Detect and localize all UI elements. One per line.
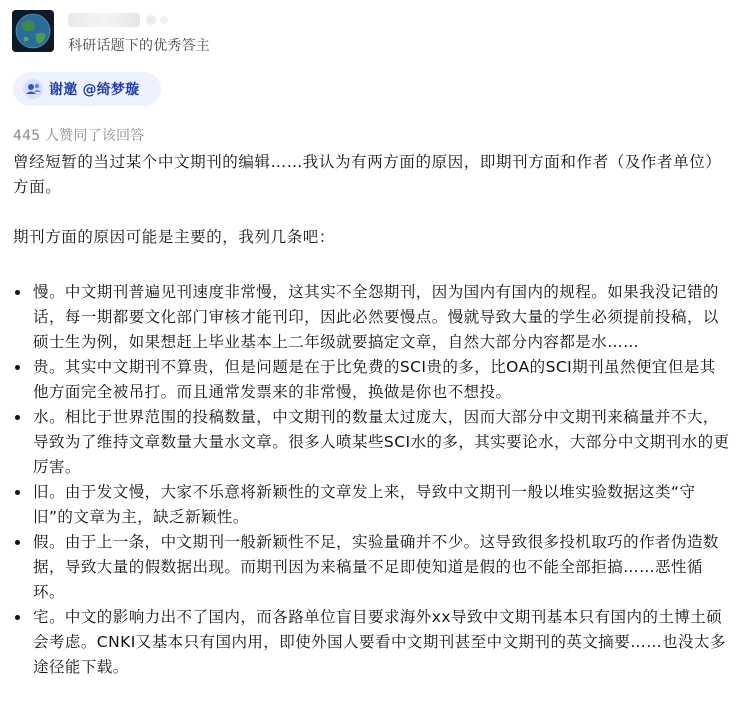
invite-icon <box>22 78 44 100</box>
list-item-text: 宅。中文的影响力出不了国内，而各路单位盲目要求海外xx导致中文期刊基本只有国内的土博土硕会考虑。CNKI又基本只有国内用，即使外国人要看中文期刊甚至中文期刊的英文摘要……也没太多途径能下载。 <box>33 608 726 676</box>
blurred-badge <box>146 15 156 25</box>
blurred-badge-small <box>160 16 168 24</box>
list-item <box>13 530 731 605</box>
author-header <box>12 10 210 55</box>
bullet-icon <box>15 290 20 295</box>
like-count: 445 人赞同了该回答 <box>13 128 145 144</box>
list-item <box>13 605 731 680</box>
globe-avatar-icon <box>12 10 54 52</box>
bullet-icon <box>15 415 20 420</box>
author-description: 科研话题下的优秀答主 <box>68 38 210 54</box>
bullet-icon <box>15 490 20 495</box>
author-name-blurred[interactable] <box>68 11 210 29</box>
list-item-text: 旧。由于发文慢，大家不乐意将新颖性的文章发上来，导致中文期刊一般以堆实验数据这类“守旧”的文章为主，缺乏新颖性。 <box>33 483 696 526</box>
list-item-text: 贵。其实中文期刊不算贵，但是问题是在于比免费的SCI贵的多，比OA的SCI期刊虽然便宜但是其他方面完全被吊打。而且通常发票来的非常慢，换做是你也不想投。 <box>33 358 716 401</box>
intro-paragraph: 曾经短暂的当过某个中文期刊的编辑……我认为有两方面的原因，即期刊方面和作者（及作者单位）方面。 <box>13 153 722 196</box>
bullet-icon <box>15 615 20 620</box>
list-item <box>13 355 731 405</box>
list-lead-paragraph: 期刊方面的原因可能是主要的，我列几条吧： <box>13 228 336 246</box>
reason-list <box>13 280 731 680</box>
list-item <box>13 405 731 480</box>
blurred-name <box>68 13 140 27</box>
invite-label: 谢邀 @绮梦璇 <box>49 82 140 98</box>
answer-intro <box>13 150 731 250</box>
list-item-text: 假。由于上一条，中文期刊一般新颖性不足，实验量确并不少。这导致很多投机取巧的作者伪造数据，导致大量的假数据出现。而期刊因为来稿量不足即使知道是假的也不能全部拒搞……恶性循环。 <box>33 533 719 601</box>
list-item <box>13 280 731 355</box>
author-avatar[interactable] <box>12 10 54 52</box>
invite-pill[interactable] <box>13 72 161 106</box>
list-item <box>13 480 731 530</box>
bullet-icon <box>15 540 20 545</box>
list-item-text: 水。相比于世界范围的投稿数量，中文期刊的数量太过庞大，因而大部分中文期刊来稿量并不大，导致为了维持文章数量大量水文章。很多人喷某些SCI水的多，其实要论水，大部分中文期刊水的更厉害。 <box>33 408 730 476</box>
bullet-icon <box>15 365 20 370</box>
list-item-text: 慢。中文期刊普遍见刊速度非常慢，这其实不全怨期刊，因为国内有国内的规程。如果我没记错的话，每一期都要文化部门审核才能刊印，因此必然要慢点。慢就导致大量的学生必须提前投稿，以硕士生为例，如果想赶上毕业基本上二年级就要搞定文章，自然大部分内容都是水…… <box>33 283 719 351</box>
author-meta <box>68 10 210 55</box>
